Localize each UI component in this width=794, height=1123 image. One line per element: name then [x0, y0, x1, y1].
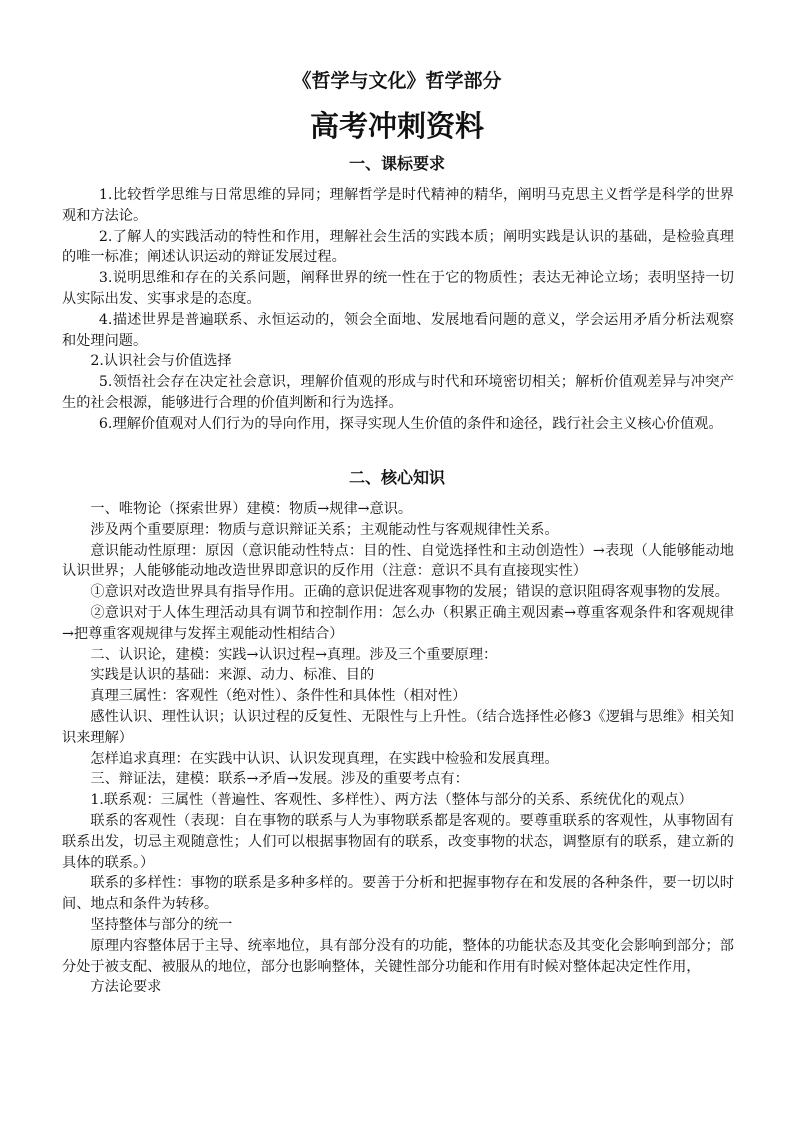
paragraph: 3.说明思维和存在的关系问题，阐释世界的统一性在于它的物质性；表达无神论立场；表明坚持一切从实际出发、实事求是的态度。 [62, 270, 734, 307]
paragraph: 联系的客观性（表现：自在事物的联系与人为事物联系都是客观的。要尊重联系的客观性，从事物固有联系出发，切忌主观随意性；人们可以根据事物固有的联系，改变事物的状态，调整原有的联系，建立新的具体的联系。） [62, 812, 734, 871]
paragraph: 联系的多样性：事物的联系是多种多样的。要善于分析和把握事物存在和发展的各种条件，要一切以时间、地点和条件为转移。 [62, 875, 734, 913]
paragraph: 坚持整体与部分的统一 [90, 916, 233, 933]
paragraph: 方法论要求 [90, 979, 162, 996]
paragraph: 真理三属性：客观性（绝对性）、条件性和具体性（相对性） [90, 688, 467, 705]
paragraph: ①意识对改造世界具有指导作用。正确的意识促进客观事物的发展；错误的意识阻碍客观事物的发展。 [90, 584, 729, 601]
paragraph: 感性认识、理性认识；认识过程的反复性、无限性与上升性。（结合选择性必修3《逻辑与思维》相关知识来理解） [62, 708, 734, 746]
section-body-curriculum [62, 185, 734, 435]
paragraph: 一、唯物论（探索世界）建模：物质→规律→意识。 [90, 501, 413, 517]
section-body-core-knowledge [62, 499, 734, 998]
section-heading-core-knowledge: 二、核心知识 [348, 468, 445, 487]
document-subtitle: 高考冲刺资料 [309, 109, 484, 143]
paragraph: 二、认识论，建模：实践→认识过程→真理。涉及三个重要原理： [90, 646, 498, 663]
paragraph: 意识能动性原理：原因（意识能动性特点：目的性、自觉选择性和主动创造性）→表现（人能够能动地认识世界；人能够能动地改造世界即意识的反作用（注意：意识不具有直接现实性） [62, 542, 734, 580]
paragraph: ②意识对于人体生理活动具有调节和控制作用：怎么办（积累正确主观因素→尊重客观条件和客观规律→把尊重客观规律与发挥主观能动性相结合） [62, 604, 734, 642]
paragraph: 实践是认识的基础：来源、动力、标准、目的 [90, 667, 375, 684]
paragraph: 2.认识社会与价值选择 [90, 353, 232, 370]
paragraph: 5.领悟社会存在决定社会意识，理解价值观的形成与时代和环境密切相关；解析价值观差异与冲突产生的社会根源，能够进行合理的价值判断和行为选择。 [62, 374, 734, 411]
section-heading-curriculum: 一、课标要求 [348, 154, 445, 173]
paragraph: 怎样追求真理：在实践中认识、认识发现真理，在实践中检验和发展真理。 [90, 750, 559, 767]
paragraph: 6.理解价值观对人们行为的导向作用，探寻实现人生价值的条件和途径，践行社会主义核心价值观。 [98, 415, 723, 432]
paragraph: 三、辩证法，建模：联系→矛盾→发展。涉及的重要考点有： [90, 771, 469, 788]
paragraph: 原理内容整体居于主导、统率地位，具有部分没有的功能，整体的功能状态及其变化会影响到部分；部分处于被支配、被服从的地位，部分也影响整体，关键性部分功能和作用有时候对整体起决定性作用， [62, 937, 734, 975]
paragraph: 4.描述世界是普遍联系、永恒运动的，领会全面地、发展地看问题的意义，学会运用矛盾分析法观察和处理问题。 [62, 311, 734, 349]
document-title: 《哲学与文化》哲学部分 [292, 70, 502, 92]
paragraph: 涉及两个重要原理：物质与意识辩证关系；主观能动性与客观规律性关系。 [90, 521, 559, 538]
paragraph: 1.联系观：三属性（普遍性、客观性、多样性）、两方法（整体与部分的关系、系统优化的观点） [90, 792, 693, 809]
paragraph: 1.比较哲学思维与日常思维的异同；理解哲学是时代精神的精华，阐明马克思主义哲学是科学的世界观和方法论。 [62, 187, 734, 224]
paragraph: 2.了解人的实践活动的特性和作用，理解社会生活的实践本质；阐明实践是认识的基础，是检验真理的唯一标准；阐述认识运动的辩证发展过程。 [62, 228, 734, 266]
